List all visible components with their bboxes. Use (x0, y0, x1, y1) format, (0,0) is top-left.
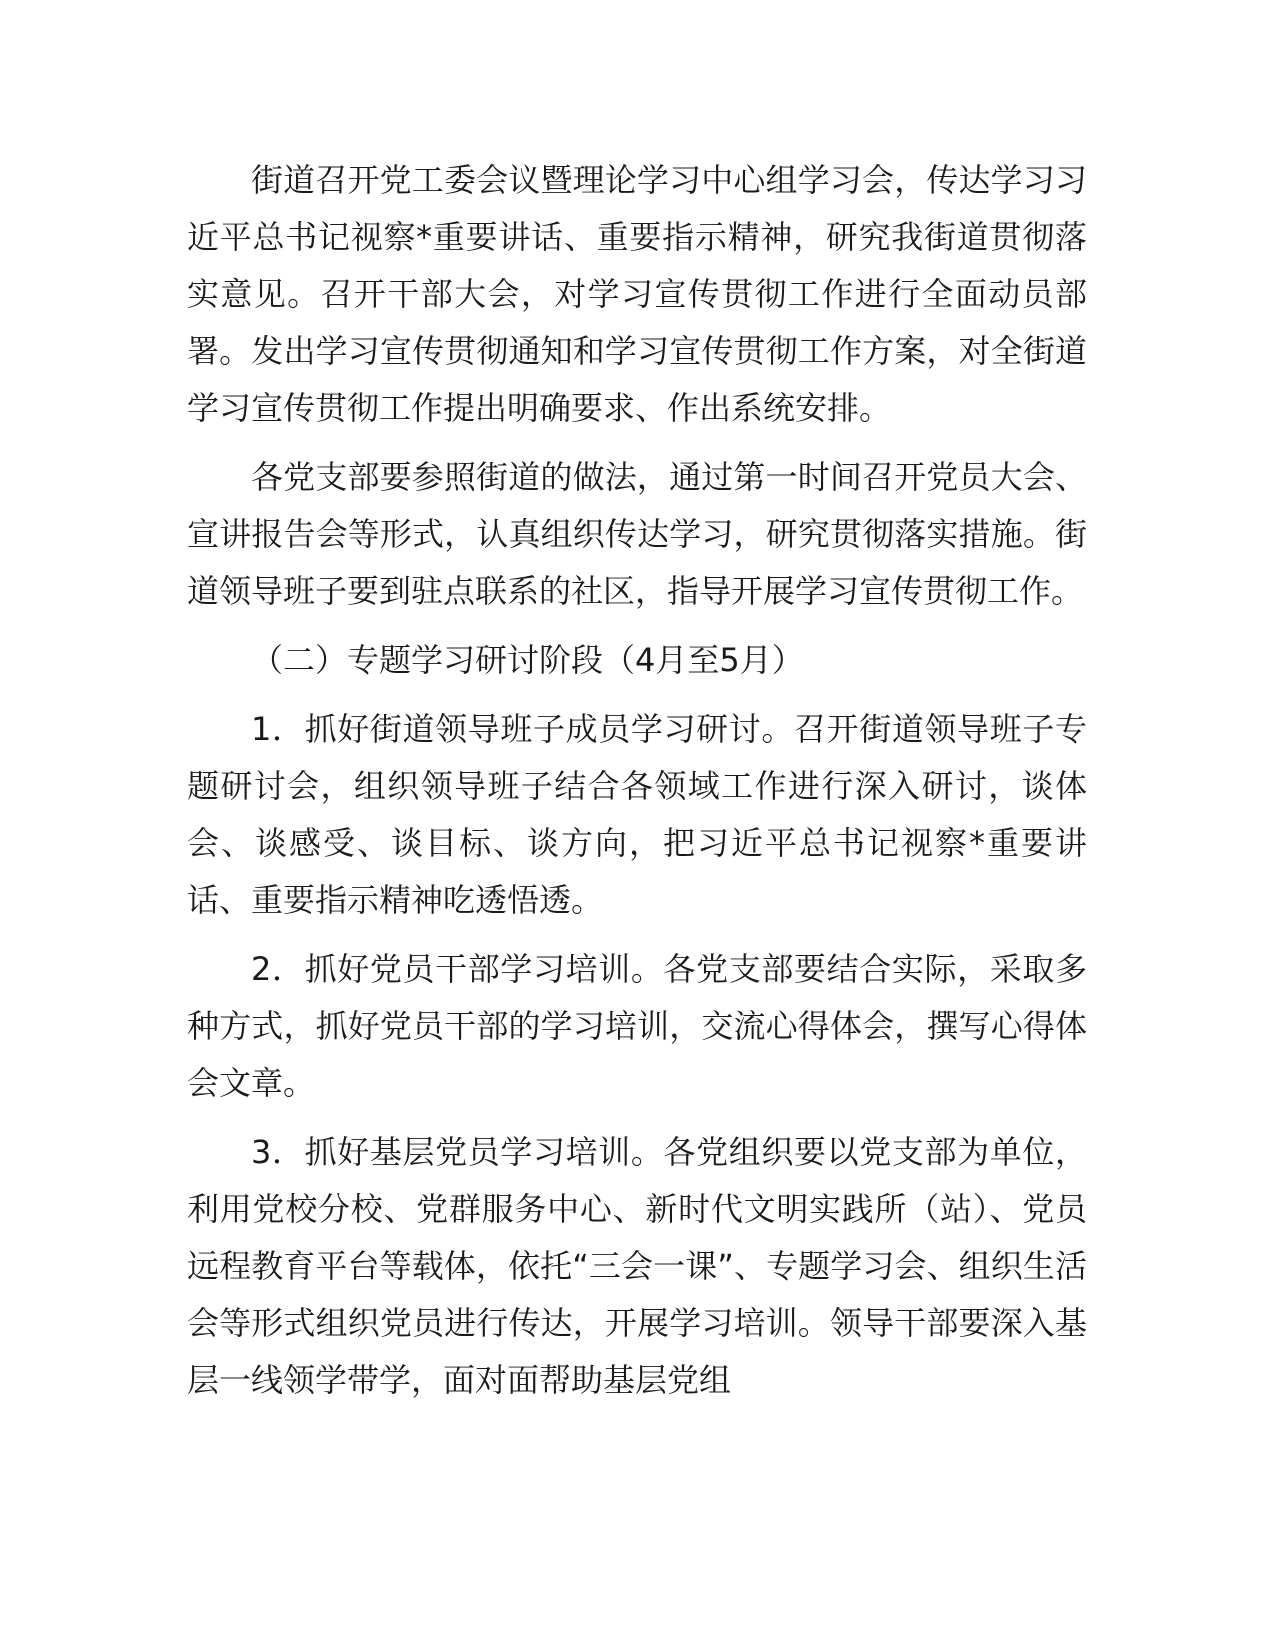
paragraph-opening: 街道召开党工委会议暨理论学习中心组学习会，传达学习习近平总书记视察*重要讲话、重要指示精神，研究我街道贯彻落实意见。召开干部大会，对学习宣传贯彻工作进行全面动员部署。发出学习宣传贯彻通知和学习宣传贯彻工作方案，对全街道学习宣传贯彻工作提出明确要求、作出系统安排。 (187, 161, 1087, 427)
section-heading: （二）专题学习研讨阶段（4月至5月） (251, 641, 804, 679)
paragraph-item-2: 2．抓好党员干部学习培训。各党支部要结合实际，采取多种方式，抓好党员干部的学习培训，交流心得体会，撰写心得体会文章。 (187, 950, 1087, 1102)
paragraph-party-branches: 各党支部要参照街道的做法，通过第一时间召开党员大会、宣讲报告会等形式，认真组织传达学习，研究贯彻落实措施。街道领导班子要到驻点联系的社区，指导开展学习宣传贯彻工作。 (187, 458, 1087, 610)
paragraph-item-1: 1．抓好街道领导班子成员学习研讨。召开街道领导班子专题研讨会，组织领导班子结合各领域工作进行深入研讨，谈体会、谈感受、谈目标、谈方向，把习近平总书记视察*重要讲话、重要指示精神吃透悟透。 (187, 710, 1087, 919)
paragraph-item-3: 3．抓好基层党员学习培训。各党组织要以党支部为单位，利用党校分校、党群服务中心、新时代文明实践所（站）、党员远程教育平台等载体，依托“三会一课”、专题学习会、组织生活会等形式组织党员进行传达，开展学习培训。领导干部要深入基层一线领学带学，面对面帮助基层党组 (187, 1133, 1087, 1399)
document-body (187, 152, 1087, 1421)
